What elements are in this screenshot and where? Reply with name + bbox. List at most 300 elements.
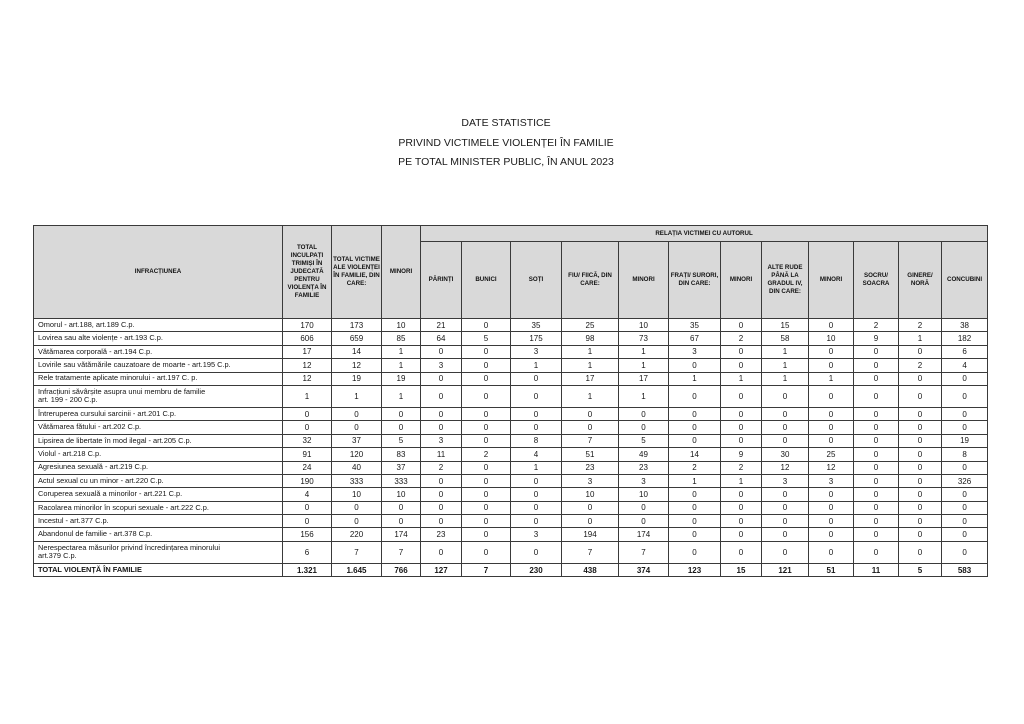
value-cell-siblings-minors: 0 <box>721 421 762 434</box>
value-cell-siblings: 0 <box>669 407 721 420</box>
value-cell-total-victims: 220 <box>332 528 382 541</box>
value-cell-parents-in-law: 0 <box>854 461 899 474</box>
value-cell-other-relatives-minors: 0 <box>809 359 854 372</box>
table-row <box>34 488 988 501</box>
total-label-cell: TOTAL VIOLENȚĂ ÎN FAMILIE <box>34 563 283 577</box>
value-cell-other-relatives: 0 <box>762 488 809 501</box>
value-cell-other-relatives-minors: 0 <box>809 421 854 434</box>
offense-cell: Incestul - art.377 C.p. <box>34 515 283 528</box>
value-cell-total-defendants: 170 <box>283 319 332 332</box>
value-cell-minors: 0 <box>382 501 421 514</box>
value-cell-parents: 0 <box>421 488 462 501</box>
value-cell-total-defendants: 12 <box>283 359 332 372</box>
value-cell-siblings: 0 <box>669 501 721 514</box>
value-cell-total-victims: 659 <box>332 332 382 345</box>
value-cell-total-defendants: 91 <box>283 448 332 461</box>
value-cell-other-relatives-minors: 25 <box>809 448 854 461</box>
value-cell-children: 10 <box>562 488 619 501</box>
table-row <box>34 372 988 385</box>
value-cell-parents: 0 <box>421 501 462 514</box>
value-cell-siblings: 0 <box>669 515 721 528</box>
value-cell-other-relatives-minors: 0 <box>809 407 854 420</box>
value-cell-minors: 7 <box>382 541 421 563</box>
value-cell-children: 25 <box>562 319 619 332</box>
value-cell-concubines: 8 <box>942 448 988 461</box>
value-cell-concubines: 0 <box>942 488 988 501</box>
table-body <box>34 319 988 577</box>
value-cell-total-victims: 14 <box>332 345 382 358</box>
value-cell-concubines: 326 <box>942 474 988 487</box>
value-cell-siblings-minors: 0 <box>721 501 762 514</box>
value-cell-siblings-minors: 0 <box>721 319 762 332</box>
value-cell-total-defendants: 156 <box>283 528 332 541</box>
value-cell-spouses: 0 <box>511 385 562 407</box>
value-cell-grandparents: 0 <box>462 319 511 332</box>
value-cell-parents: 11 <box>421 448 462 461</box>
value-cell-parents: 0 <box>421 385 462 407</box>
value-cell-children-in-law: 1 <box>899 332 942 345</box>
value-cell-spouses: 0 <box>511 372 562 385</box>
offense-cell: Abandonul de familie - art.378 C.p. <box>34 528 283 541</box>
value-cell-siblings: 0 <box>669 359 721 372</box>
value-cell-total-victims: 0 <box>332 515 382 528</box>
value-cell-total-defendants: 0 <box>283 407 332 420</box>
value-cell-siblings: 67 <box>669 332 721 345</box>
value-cell-children-minors: 0 <box>619 407 669 420</box>
value-cell-other-relatives-minors: 1 <box>809 372 854 385</box>
offense-cell: Lovirile sau vătămările cauzatoare de moarte - art.195 C.p. <box>34 359 283 372</box>
value-cell-other-relatives: 12 <box>762 461 809 474</box>
header-total-defendants: TOTAL INCULPAȚI TRIMIȘI ÎN JUDECATĂ PENTRU VIOLENȚA ÎN FAMILIE <box>283 226 332 319</box>
value-cell-parents: 3 <box>421 434 462 447</box>
value-cell-children-in-law: 5 <box>899 563 942 577</box>
value-cell-parents: 2 <box>421 461 462 474</box>
value-cell-spouses: 0 <box>511 407 562 420</box>
value-cell-other-relatives: 0 <box>762 501 809 514</box>
value-cell-children-in-law: 0 <box>899 421 942 434</box>
value-cell-other-relatives-minors: 51 <box>809 563 854 577</box>
title-line-2: PRIVIND VICTIMELE VIOLENȚEI ÎN FAMILIE <box>398 136 614 149</box>
value-cell-siblings: 0 <box>669 488 721 501</box>
value-cell-other-relatives-minors: 0 <box>809 319 854 332</box>
offense-cell: Agresiunea sexuală - art.219 C.p. <box>34 461 283 474</box>
value-cell-children-minors: 174 <box>619 528 669 541</box>
value-cell-children-minors: 49 <box>619 448 669 461</box>
value-cell-other-relatives: 0 <box>762 528 809 541</box>
value-cell-children: 438 <box>562 563 619 577</box>
value-cell-minors: 0 <box>382 421 421 434</box>
value-cell-minors: 333 <box>382 474 421 487</box>
value-cell-parents: 0 <box>421 515 462 528</box>
header-row-top <box>34 226 988 242</box>
value-cell-children: 1 <box>562 345 619 358</box>
offense-cell: Lipsirea de libertate în mod ilegal - art.205 C.p. <box>34 434 283 447</box>
value-cell-minors: 83 <box>382 448 421 461</box>
value-cell-siblings-minors: 0 <box>721 385 762 407</box>
header-siblings: FRAȚI/ SURORI, DIN CARE: <box>669 242 721 319</box>
value-cell-spouses: 0 <box>511 474 562 487</box>
value-cell-grandparents: 5 <box>462 332 511 345</box>
header-children-minors: MINORI <box>619 242 669 319</box>
table-row <box>34 474 988 487</box>
total-row <box>34 563 988 577</box>
value-cell-concubines: 0 <box>942 528 988 541</box>
value-cell-children-minors: 7 <box>619 541 669 563</box>
value-cell-parents-in-law: 2 <box>854 319 899 332</box>
value-cell-spouses: 35 <box>511 319 562 332</box>
value-cell-parents: 3 <box>421 359 462 372</box>
value-cell-total-defendants: 1 <box>283 385 332 407</box>
value-cell-minors: 1 <box>382 345 421 358</box>
value-cell-siblings-minors: 0 <box>721 528 762 541</box>
value-cell-children-in-law: 2 <box>899 359 942 372</box>
value-cell-parents-in-law: 0 <box>854 541 899 563</box>
value-cell-parents-in-law: 0 <box>854 345 899 358</box>
statistics-table <box>33 225 988 577</box>
value-cell-other-relatives: 1 <box>762 359 809 372</box>
value-cell-grandparents: 0 <box>462 421 511 434</box>
value-cell-total-victims: 333 <box>332 474 382 487</box>
value-cell-minors: 766 <box>382 563 421 577</box>
value-cell-other-relatives: 0 <box>762 407 809 420</box>
value-cell-parents-in-law: 0 <box>854 434 899 447</box>
value-cell-other-relatives-minors: 0 <box>809 385 854 407</box>
value-cell-total-victims: 37 <box>332 434 382 447</box>
value-cell-children: 7 <box>562 541 619 563</box>
value-cell-children-minors: 1 <box>619 385 669 407</box>
value-cell-spouses: 0 <box>511 488 562 501</box>
value-cell-minors: 37 <box>382 461 421 474</box>
value-cell-other-relatives: 121 <box>762 563 809 577</box>
table-row <box>34 359 988 372</box>
value-cell-children-in-law: 0 <box>899 474 942 487</box>
value-cell-total-defendants: 0 <box>283 421 332 434</box>
value-cell-siblings-minors: 0 <box>721 541 762 563</box>
value-cell-grandparents: 0 <box>462 515 511 528</box>
value-cell-other-relatives: 0 <box>762 421 809 434</box>
value-cell-concubines: 6 <box>942 345 988 358</box>
value-cell-children-minors: 10 <box>619 319 669 332</box>
value-cell-grandparents: 0 <box>462 372 511 385</box>
value-cell-siblings: 1 <box>669 474 721 487</box>
value-cell-siblings-minors: 0 <box>721 515 762 528</box>
value-cell-spouses: 4 <box>511 448 562 461</box>
table-row <box>34 541 988 563</box>
table-row <box>34 434 988 447</box>
table-row <box>34 332 988 345</box>
header-children: FIU/ FIICĂ, DIN CARE: <box>562 242 619 319</box>
value-cell-grandparents: 0 <box>462 461 511 474</box>
value-cell-parents: 0 <box>421 474 462 487</box>
value-cell-children: 0 <box>562 421 619 434</box>
value-cell-spouses: 230 <box>511 563 562 577</box>
value-cell-other-relatives: 0 <box>762 385 809 407</box>
value-cell-children-in-law: 2 <box>899 319 942 332</box>
value-cell-other-relatives: 1 <box>762 345 809 358</box>
offense-cell: Vătămarea fătului - art.202 C.p. <box>34 421 283 434</box>
value-cell-minors: 174 <box>382 528 421 541</box>
value-cell-total-victims: 120 <box>332 448 382 461</box>
value-cell-total-victims: 1 <box>332 385 382 407</box>
value-cell-grandparents: 0 <box>462 528 511 541</box>
value-cell-children-in-law: 0 <box>899 345 942 358</box>
table-row <box>34 461 988 474</box>
value-cell-children-in-law: 0 <box>899 515 942 528</box>
value-cell-siblings-minors: 9 <box>721 448 762 461</box>
value-cell-siblings: 0 <box>669 528 721 541</box>
value-cell-minors: 5 <box>382 434 421 447</box>
value-cell-children-minors: 3 <box>619 474 669 487</box>
offense-cell: Întreruperea cursului sarcinii - art.201 C.p. <box>34 407 283 420</box>
value-cell-other-relatives-minors: 0 <box>809 434 854 447</box>
value-cell-children-minors: 374 <box>619 563 669 577</box>
value-cell-children-minors: 17 <box>619 372 669 385</box>
value-cell-children: 0 <box>562 515 619 528</box>
value-cell-minors: 1 <box>382 385 421 407</box>
value-cell-children: 0 <box>562 501 619 514</box>
value-cell-total-victims: 12 <box>332 359 382 372</box>
value-cell-siblings-minors: 1 <box>721 372 762 385</box>
value-cell-parents-in-law: 0 <box>854 488 899 501</box>
value-cell-concubines: 182 <box>942 332 988 345</box>
value-cell-siblings-minors: 2 <box>721 332 762 345</box>
value-cell-other-relatives: 30 <box>762 448 809 461</box>
value-cell-children-in-law: 0 <box>899 541 942 563</box>
value-cell-siblings-minors: 1 <box>721 474 762 487</box>
value-cell-parents-in-law: 11 <box>854 563 899 577</box>
value-cell-grandparents: 0 <box>462 407 511 420</box>
value-cell-concubines: 583 <box>942 563 988 577</box>
value-cell-spouses: 3 <box>511 345 562 358</box>
value-cell-parents: 0 <box>421 541 462 563</box>
header-grandparents: BUNICI <box>462 242 511 319</box>
value-cell-total-defendants: 6 <box>283 541 332 563</box>
value-cell-grandparents: 0 <box>462 474 511 487</box>
value-cell-siblings: 0 <box>669 541 721 563</box>
value-cell-grandparents: 7 <box>462 563 511 577</box>
value-cell-children-in-law: 0 <box>899 488 942 501</box>
value-cell-siblings-minors: 0 <box>721 407 762 420</box>
header-relation-group: RELAȚIA VICTIMEI CU AUTORUL <box>421 226 988 242</box>
value-cell-spouses: 0 <box>511 501 562 514</box>
offense-cell: Nerespectarea măsurilor privind încredințarea minorului art.379 C.p. <box>34 541 283 563</box>
value-cell-concubines: 0 <box>942 541 988 563</box>
value-cell-spouses: 0 <box>511 421 562 434</box>
value-cell-concubines: 19 <box>942 434 988 447</box>
table-row <box>34 345 988 358</box>
title-line-1: DATE STATISTICE <box>461 117 551 129</box>
value-cell-total-victims: 0 <box>332 407 382 420</box>
value-cell-other-relatives-minors: 0 <box>809 541 854 563</box>
value-cell-children-in-law: 0 <box>899 461 942 474</box>
value-cell-other-relatives-minors: 0 <box>809 488 854 501</box>
value-cell-total-defendants: 1.321 <box>283 563 332 577</box>
header-concubines: CONCUBINI <box>942 242 988 319</box>
offense-cell: Omorul - art.188, art.189 C.p. <box>34 319 283 332</box>
table-row <box>34 501 988 514</box>
value-cell-spouses: 3 <box>511 528 562 541</box>
value-cell-children-in-law: 0 <box>899 434 942 447</box>
value-cell-children: 194 <box>562 528 619 541</box>
value-cell-siblings-minors: 0 <box>721 488 762 501</box>
value-cell-parents-in-law: 9 <box>854 332 899 345</box>
value-cell-total-defendants: 0 <box>283 501 332 514</box>
value-cell-spouses: 175 <box>511 332 562 345</box>
value-cell-children-in-law: 0 <box>899 501 942 514</box>
value-cell-total-victims: 19 <box>332 372 382 385</box>
title-line-3: PE TOTAL MINISTER PUBLIC, ÎN ANUL 2023 <box>398 156 614 168</box>
value-cell-other-relatives-minors: 10 <box>809 332 854 345</box>
value-cell-grandparents: 0 <box>462 488 511 501</box>
table-row <box>34 407 988 420</box>
value-cell-concubines: 0 <box>942 421 988 434</box>
value-cell-children-minors: 10 <box>619 488 669 501</box>
value-cell-parents: 21 <box>421 319 462 332</box>
header-siblings-minors: MINORI <box>721 242 762 319</box>
header-spouses: SOȚI <box>511 242 562 319</box>
value-cell-siblings-minors: 0 <box>721 345 762 358</box>
value-cell-parents: 127 <box>421 563 462 577</box>
value-cell-children-minors: 1 <box>619 345 669 358</box>
value-cell-children: 23 <box>562 461 619 474</box>
value-cell-parents-in-law: 0 <box>854 407 899 420</box>
value-cell-total-victims: 0 <box>332 421 382 434</box>
offense-cell: Racolarea minorilor în scopuri sexuale - art.222 C.p. <box>34 501 283 514</box>
value-cell-siblings-minors: 0 <box>721 359 762 372</box>
value-cell-children-in-law: 0 <box>899 407 942 420</box>
value-cell-minors: 19 <box>382 372 421 385</box>
value-cell-concubines: 0 <box>942 461 988 474</box>
value-cell-other-relatives-minors: 0 <box>809 515 854 528</box>
value-cell-grandparents: 0 <box>462 434 511 447</box>
offense-cell: Lovirea sau alte violențe - art.193 C.p. <box>34 332 283 345</box>
value-cell-parents: 23 <box>421 528 462 541</box>
value-cell-children: 3 <box>562 474 619 487</box>
value-cell-concubines: 0 <box>942 372 988 385</box>
header-offense: INFRACȚIUNEA <box>34 226 283 319</box>
value-cell-total-defendants: 17 <box>283 345 332 358</box>
value-cell-children-minors: 1 <box>619 359 669 372</box>
value-cell-children-minors: 5 <box>619 434 669 447</box>
value-cell-parents: 0 <box>421 407 462 420</box>
value-cell-children: 51 <box>562 448 619 461</box>
offense-cell: Actul sexual cu un minor - art.220 C.p. <box>34 474 283 487</box>
value-cell-other-relatives: 3 <box>762 474 809 487</box>
value-cell-total-victims: 1.645 <box>332 563 382 577</box>
header-minors: MINORI <box>382 226 421 319</box>
value-cell-concubines: 0 <box>942 515 988 528</box>
value-cell-total-victims: 7 <box>332 541 382 563</box>
value-cell-parents-in-law: 0 <box>854 359 899 372</box>
value-cell-siblings: 2 <box>669 461 721 474</box>
header-total-victims: TOTAL VICTIME ALE VIOLENȚEI ÎN FAMILIE, DIN CARE: <box>332 226 382 319</box>
value-cell-concubines: 4 <box>942 359 988 372</box>
value-cell-total-victims: 40 <box>332 461 382 474</box>
value-cell-children: 1 <box>562 385 619 407</box>
value-cell-other-relatives: 15 <box>762 319 809 332</box>
value-cell-total-defendants: 24 <box>283 461 332 474</box>
value-cell-concubines: 0 <box>942 407 988 420</box>
value-cell-siblings-minors: 0 <box>721 434 762 447</box>
header-other-relatives: ALTE RUDE PÂNĂ LA GRADUL IV, DIN CARE: <box>762 242 809 319</box>
value-cell-siblings: 35 <box>669 319 721 332</box>
header-children-in-law: GINERE/ NORĂ <box>899 242 942 319</box>
value-cell-minors: 1 <box>382 359 421 372</box>
value-cell-grandparents: 0 <box>462 345 511 358</box>
value-cell-grandparents: 0 <box>462 501 511 514</box>
offense-cell: Rele tratamente aplicate minorului - art.197 C. p. <box>34 372 283 385</box>
value-cell-concubines: 0 <box>942 385 988 407</box>
value-cell-children-minors: 23 <box>619 461 669 474</box>
value-cell-total-defendants: 32 <box>283 434 332 447</box>
value-cell-parents-in-law: 0 <box>854 448 899 461</box>
value-cell-parents-in-law: 0 <box>854 372 899 385</box>
value-cell-other-relatives-minors: 0 <box>809 528 854 541</box>
value-cell-total-defendants: 12 <box>283 372 332 385</box>
table-row <box>34 528 988 541</box>
value-cell-total-defendants: 4 <box>283 488 332 501</box>
value-cell-concubines: 0 <box>942 501 988 514</box>
header-parents: PĂRINȚI <box>421 242 462 319</box>
value-cell-children-in-law: 0 <box>899 385 942 407</box>
table-row <box>34 448 988 461</box>
value-cell-minors: 10 <box>382 319 421 332</box>
value-cell-children-in-law: 0 <box>899 448 942 461</box>
value-cell-children-minors: 73 <box>619 332 669 345</box>
value-cell-spouses: 1 <box>511 359 562 372</box>
value-cell-total-defendants: 606 <box>283 332 332 345</box>
header-other-relatives-minors: MINORI <box>809 242 854 319</box>
value-cell-other-relatives-minors: 3 <box>809 474 854 487</box>
offense-cell: Infracțiuni săvârșite asupra unui membru de familie art. 199 - 200 C.p. <box>34 385 283 407</box>
value-cell-other-relatives-minors: 12 <box>809 461 854 474</box>
value-cell-other-relatives: 58 <box>762 332 809 345</box>
value-cell-total-defendants: 190 <box>283 474 332 487</box>
value-cell-children-in-law: 0 <box>899 372 942 385</box>
value-cell-parents: 64 <box>421 332 462 345</box>
value-cell-minors: 10 <box>382 488 421 501</box>
value-cell-spouses: 0 <box>511 515 562 528</box>
value-cell-siblings: 1 <box>669 372 721 385</box>
value-cell-spouses: 1 <box>511 461 562 474</box>
value-cell-other-relatives-minors: 0 <box>809 345 854 358</box>
value-cell-other-relatives: 0 <box>762 541 809 563</box>
document-title <box>0 114 1012 173</box>
value-cell-parents-in-law: 0 <box>854 528 899 541</box>
value-cell-parents: 0 <box>421 372 462 385</box>
offense-cell: Coruperea sexuală a minorilor - art.221 C.p. <box>34 488 283 501</box>
offense-cell: Violul - art.218 C.p. <box>34 448 283 461</box>
offense-cell: Vătămarea corporală - art.194 C.p. <box>34 345 283 358</box>
value-cell-siblings: 0 <box>669 434 721 447</box>
table-row <box>34 319 988 332</box>
value-cell-children-in-law: 0 <box>899 528 942 541</box>
value-cell-parents: 0 <box>421 345 462 358</box>
value-cell-siblings-minors: 2 <box>721 461 762 474</box>
value-cell-other-relatives: 1 <box>762 372 809 385</box>
value-cell-total-victims: 173 <box>332 319 382 332</box>
value-cell-concubines: 38 <box>942 319 988 332</box>
value-cell-parents-in-law: 0 <box>854 421 899 434</box>
value-cell-grandparents: 0 <box>462 541 511 563</box>
value-cell-parents-in-law: 0 <box>854 385 899 407</box>
value-cell-grandparents: 0 <box>462 359 511 372</box>
header-parents-in-law: SOCRU/ SOACRA <box>854 242 899 319</box>
value-cell-siblings: 14 <box>669 448 721 461</box>
value-cell-parents: 0 <box>421 421 462 434</box>
value-cell-children-minors: 0 <box>619 515 669 528</box>
value-cell-children: 17 <box>562 372 619 385</box>
